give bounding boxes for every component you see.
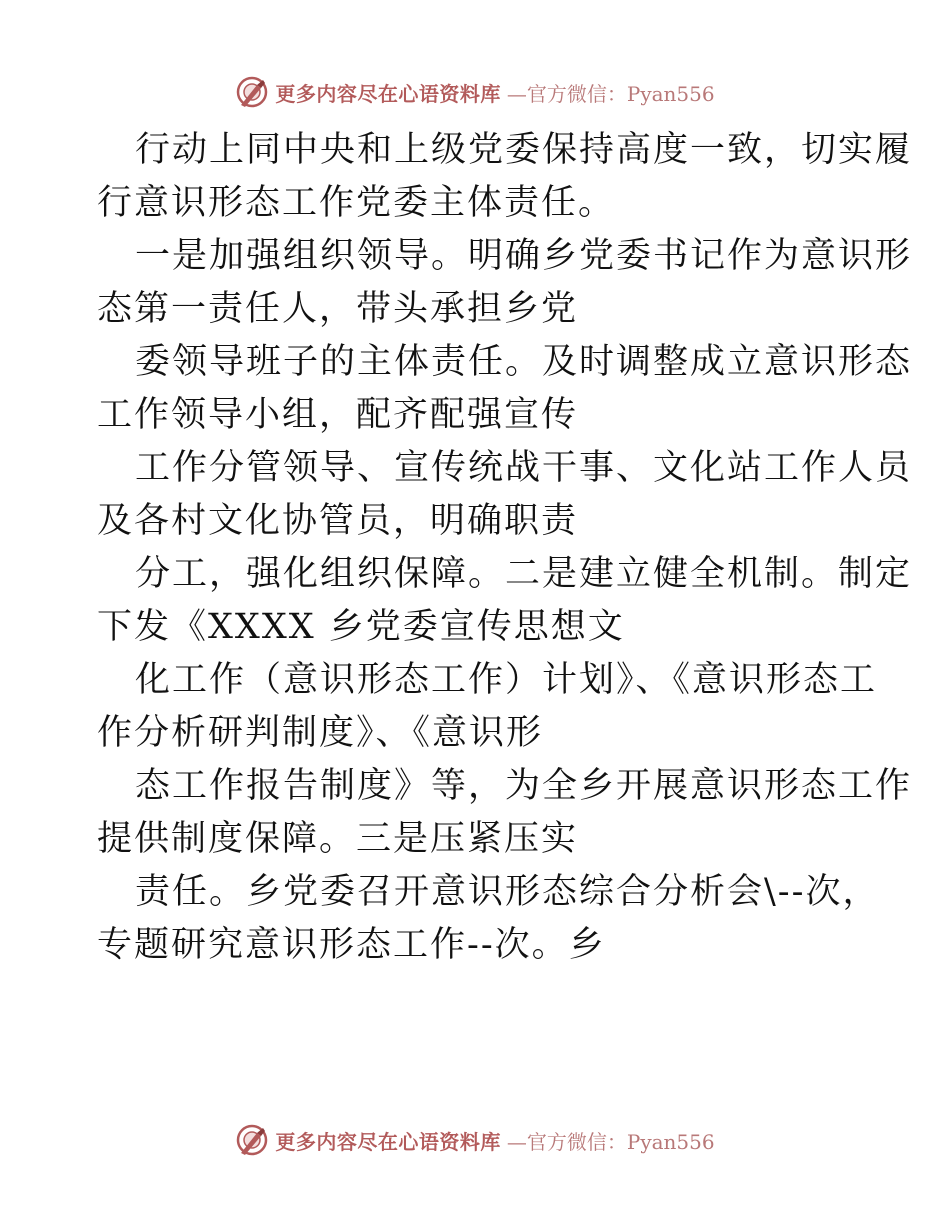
body-line: 工作分管领导、宣传统战干事、文化站工作人员 bbox=[135, 448, 913, 488]
body-line: 责任。乡党委召开意识形态综合分析会\--次， bbox=[135, 872, 880, 912]
pen-logo-icon bbox=[235, 75, 269, 109]
page-header bbox=[0, 72, 950, 112]
body-line: 行意识形态工作党委主体责任。 bbox=[97, 183, 616, 223]
body-line: 行动上同中央和上级党委保持高度一致，切实履 bbox=[135, 130, 913, 170]
body-line: 专题研究意识形态工作--次。乡 bbox=[97, 925, 606, 965]
body-line: 委领导班子的主体责任。及时调整成立意识形态 bbox=[135, 342, 913, 382]
body-line: 提供制度保障。三是压紧压实 bbox=[97, 819, 579, 859]
header-brand-title: 更多内容尽在心语资料库 bbox=[275, 81, 501, 106]
body-line: 态第一责任人，带头承担乡党 bbox=[97, 289, 579, 329]
body-line: 态工作报告制度》等，为全乡开展意识形态工作 bbox=[135, 766, 913, 806]
footer-brand-title: 更多内容尽在心语资料库 bbox=[275, 1129, 501, 1154]
page-footer bbox=[0, 1120, 950, 1160]
body-line: 一是加强组织领导。明确乡党委书记作为意识形 bbox=[135, 236, 913, 276]
pen-logo-icon bbox=[235, 1123, 269, 1157]
document-body bbox=[97, 124, 913, 972]
body-line: 作分析研判制度》、《意识形 bbox=[97, 713, 544, 753]
header-brand-contact: —官方微信：Pyan556 bbox=[506, 81, 715, 106]
body-line: 分工，强化组织保障。二是建立健全机制。制定 bbox=[135, 554, 913, 594]
body-line: 及各村文化协管员，明确职责 bbox=[97, 501, 579, 541]
footer-brand-contact: —官方微信：Pyan556 bbox=[506, 1129, 715, 1154]
body-line: 工作领导小组，配齐配强宣传 bbox=[97, 395, 579, 435]
body-line: 下发《XXXX 乡党委宣传思想文 bbox=[97, 607, 625, 647]
body-line: 化工作（意识形态工作）计划》、《意识形态工 bbox=[135, 660, 878, 700]
